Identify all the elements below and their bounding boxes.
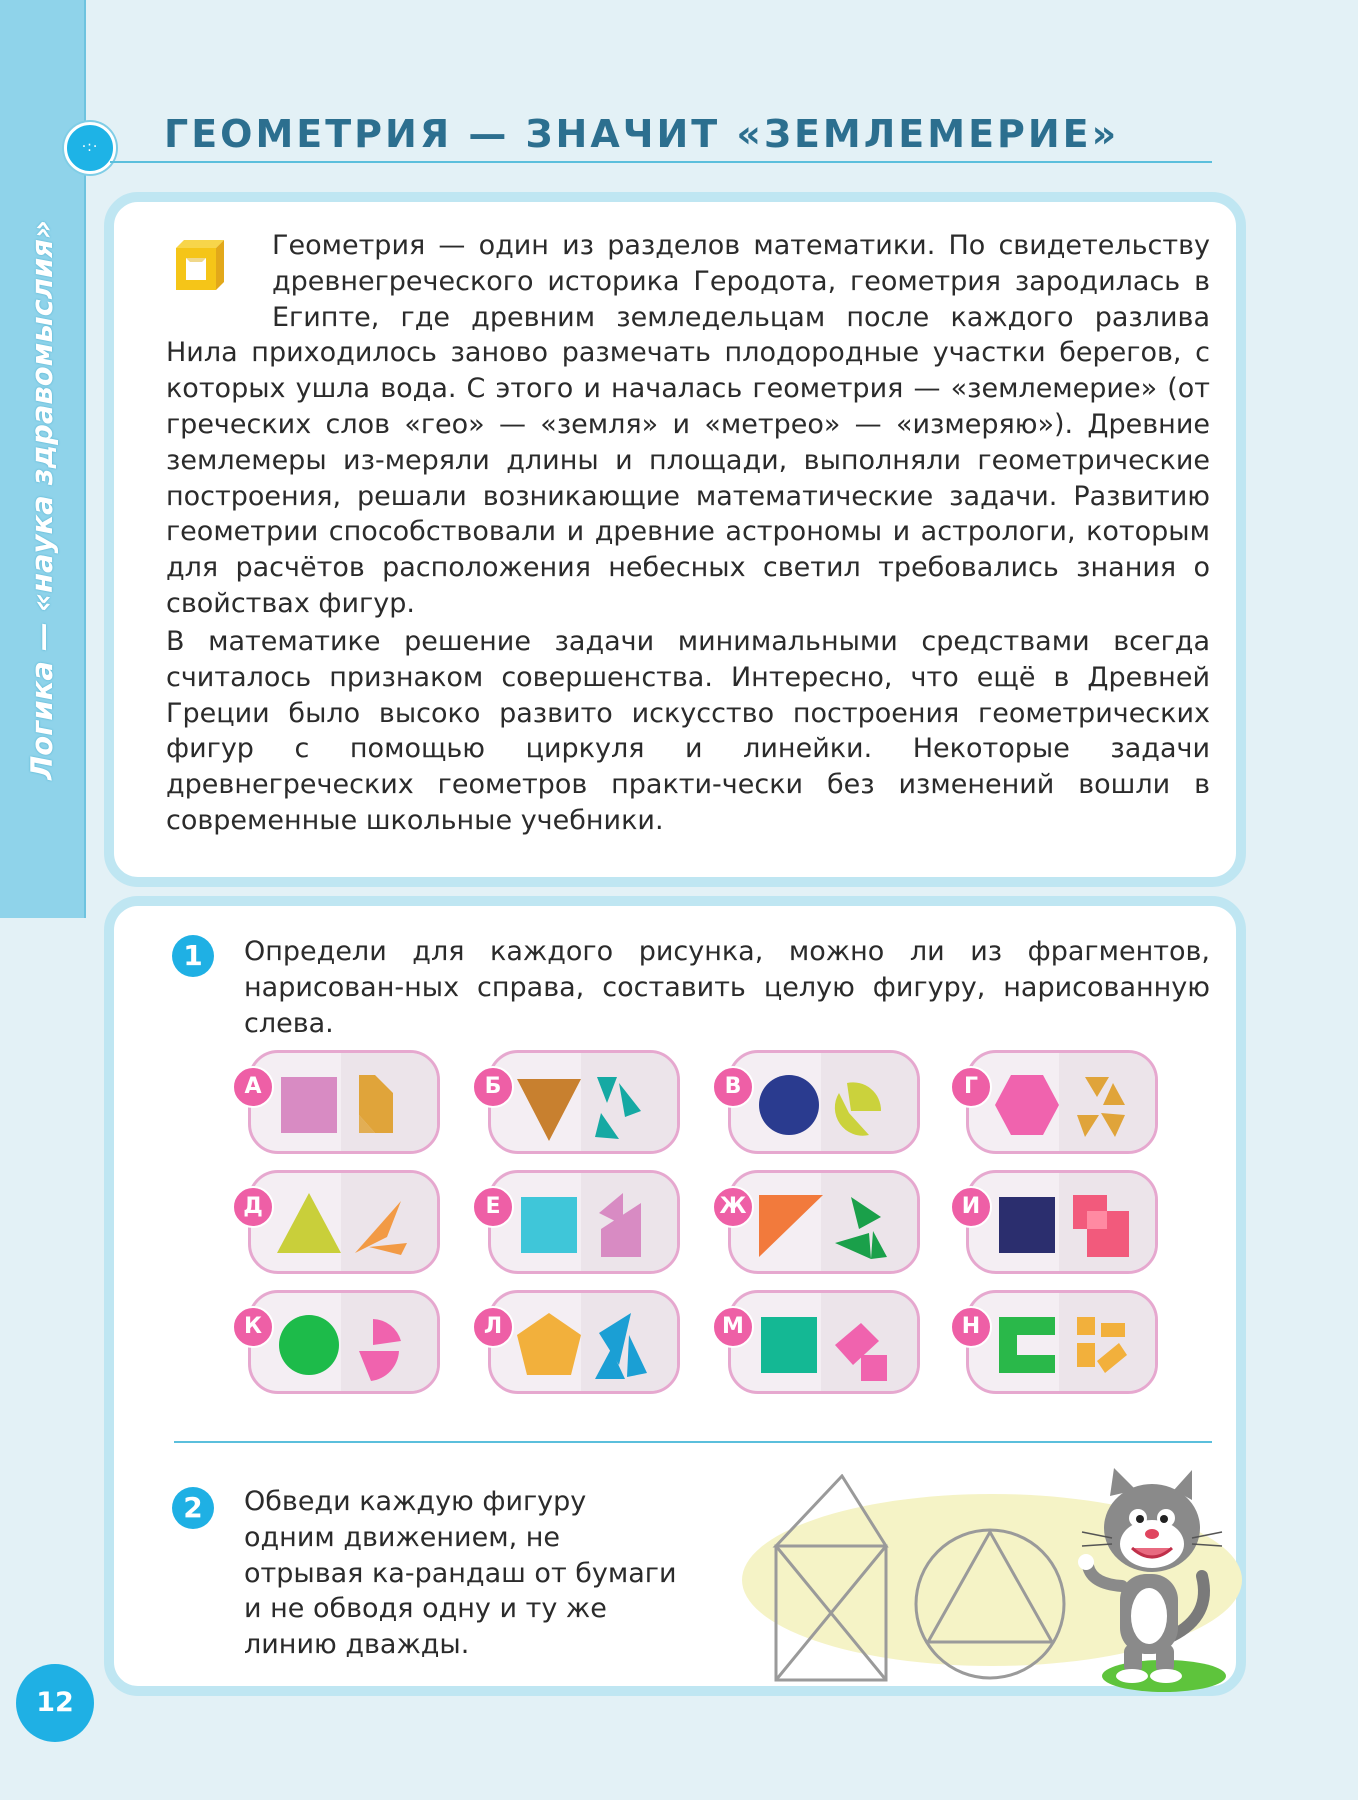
- fragments: [355, 1201, 407, 1255]
- puzzle-shapes: [731, 1053, 923, 1157]
- sidebar-label: Логика — «наука здравомыслия»: [25, 220, 59, 780]
- page-number: 12: [16, 1664, 94, 1742]
- puzzle-tile[interactable]: [248, 1050, 440, 1154]
- whole-figure: [761, 1317, 817, 1373]
- fragments: [835, 1197, 887, 1259]
- circle-triangle-figure: [916, 1530, 1064, 1678]
- puzzle-tile[interactable]: [248, 1170, 440, 1274]
- puzzle-tile[interactable]: [488, 1050, 680, 1154]
- whole-figure: [999, 1197, 1055, 1253]
- whole-figure: [517, 1079, 581, 1141]
- puzzle-shapes: [491, 1293, 683, 1397]
- fragments: [1077, 1077, 1125, 1137]
- puzzle-tile[interactable]: [488, 1290, 680, 1394]
- puzzle-letter: Н: [950, 1306, 992, 1348]
- task-1-number-badge: 1: [172, 935, 214, 977]
- puzzle-tile[interactable]: [966, 1050, 1158, 1154]
- puzzle-shapes: [969, 1173, 1161, 1277]
- puzzle-letter: М: [712, 1306, 754, 1348]
- whole-figure: [759, 1195, 823, 1257]
- fragments: [1077, 1317, 1127, 1373]
- puzzle-tile[interactable]: [966, 1290, 1158, 1394]
- puzzle-letter: Г: [950, 1066, 992, 1108]
- puzzle-tile[interactable]: [728, 1290, 920, 1394]
- puzzle-tile[interactable]: [248, 1290, 440, 1394]
- fragments: [595, 1077, 641, 1139]
- cat-mascot: [1052, 1466, 1232, 1696]
- page-title: ГЕОМЕТРИЯ — ЗНАЧИТ «ЗЕМЛЕМЕРИЕ»: [164, 112, 1120, 156]
- whole-figure: [521, 1197, 577, 1253]
- puzzle-letter: Д: [232, 1186, 274, 1228]
- puzzle-letter: Б: [472, 1066, 514, 1108]
- trace-figures: [766, 1474, 1066, 1688]
- whole-figure: [759, 1075, 819, 1135]
- whole-figure: [999, 1317, 1055, 1373]
- whole-figure: [279, 1315, 339, 1375]
- whole-figure: [281, 1077, 337, 1133]
- puzzle-tile[interactable]: [728, 1170, 920, 1274]
- task-1-text: Определи для каждого рисунка, можно ли из фрагментов, нарисован-ных справа, составить целую фигуру, нарисованную слева.: [244, 936, 1210, 1039]
- puzzle-shapes: [731, 1293, 923, 1397]
- puzzle-letter: Л: [472, 1306, 514, 1348]
- puzzle-shapes: [491, 1053, 683, 1157]
- puzzle-tile[interactable]: [966, 1170, 1158, 1274]
- puzzle-tile[interactable]: [488, 1170, 680, 1274]
- puzzle-shapes: [251, 1173, 443, 1277]
- task-divider: [174, 1441, 1212, 1443]
- puzzle-letter: К: [232, 1306, 274, 1348]
- puzzle-shapes: [251, 1293, 443, 1397]
- puzzle-letter: Ж: [712, 1186, 754, 1228]
- puzzle-shapes: [969, 1293, 1161, 1397]
- fragments: [599, 1193, 641, 1257]
- puzzle-letter: А: [232, 1066, 274, 1108]
- puzzle-shapes: [491, 1173, 683, 1277]
- puzzle-shapes: [969, 1053, 1161, 1157]
- fragments: [359, 1075, 393, 1133]
- house-figure: [776, 1476, 886, 1680]
- fragments: [359, 1319, 401, 1381]
- task-2-number-badge: 2: [172, 1487, 214, 1529]
- whole-figure: [277, 1193, 341, 1253]
- puzzle-shapes: [731, 1173, 923, 1277]
- whole-figure: [517, 1313, 581, 1375]
- puzzle-letter: И: [950, 1186, 992, 1228]
- puzzle-letter: В: [712, 1066, 754, 1108]
- title-underline: [110, 161, 1212, 163]
- puzzle-tile[interactable]: [728, 1050, 920, 1154]
- task-2-text: Обведи каждую фигуру одним движением, не отрывая ка-рандаш от бумаги и не обводя одну и ту же линию дважды.: [244, 1486, 677, 1661]
- fragments: [835, 1323, 887, 1381]
- puzzle-shapes: [251, 1053, 443, 1157]
- fragments: [1073, 1195, 1129, 1257]
- intro-paragraph-1: Геометрия — один из разделов математики. По свидетельству древнегреческого историка Геродота, геометрия зародилась в Египте, где древним земледельцам после каждого разлива Нила приходилось заново размечать плодородные участки берегов, с которых ушла вода. С этого и началась геометрия — «землемерие» (от греческих слов «гео» — «земля» и «метрео» — «измеряю»). Древние землемеры из-меряли длины и площади, выполняли геометрические построения, решали возникающие математические задачи. Развитию геометрии способствовали и древние астрономы и астрологи, которым для расчётов расположения небесных светил требовались знания о свойствах фигур.: [166, 230, 1210, 619]
- title-bullet-icon: ·:·: [64, 122, 116, 174]
- puzzle-letter: Е: [472, 1186, 514, 1228]
- intro-paragraph-2: В математике решение задачи минимальными средствами всегда считалось признаком совершенства. Интересно, что ещё в Древней Греции было высоко развито искусство построения геометрических фигур с помощью циркуля и линейки. Некоторые задачи древнегреческих геометров практи-чески без изменений вошли в современные школьные учебники.: [166, 626, 1210, 836]
- fragments: [835, 1082, 881, 1135]
- fragments: [595, 1313, 647, 1379]
- whole-figure: [995, 1075, 1059, 1135]
